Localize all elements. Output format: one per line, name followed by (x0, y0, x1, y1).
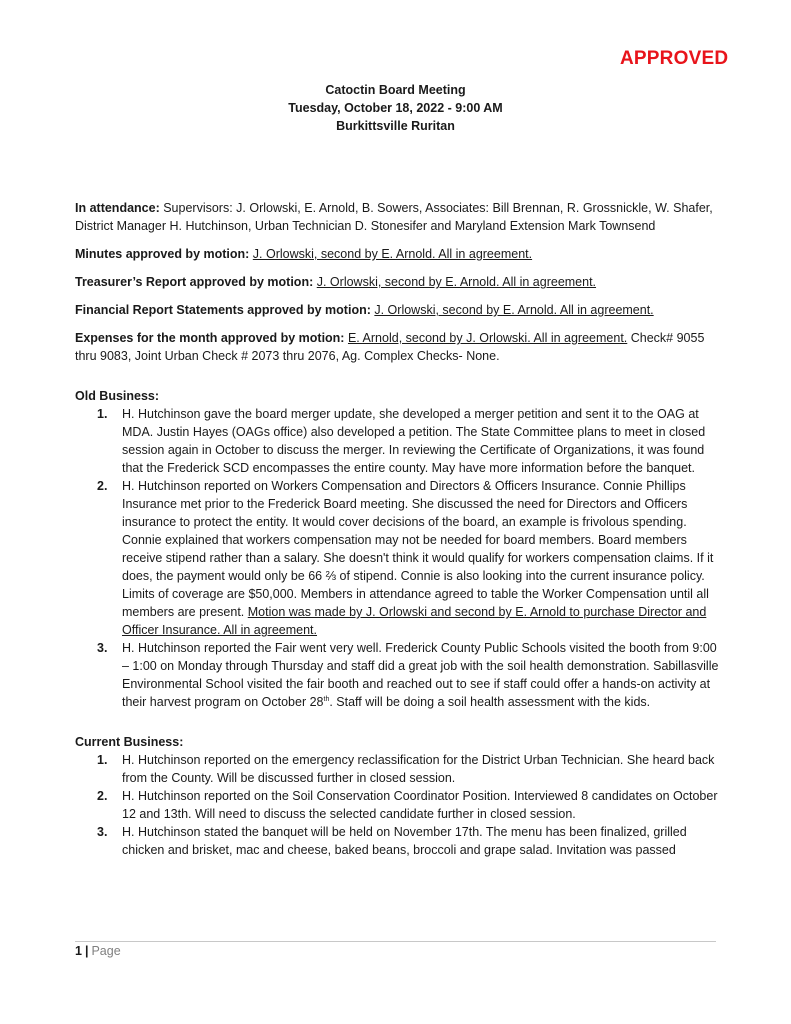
page-footer (75, 944, 121, 958)
motion-label: Minutes approved by motion: (75, 247, 250, 261)
motion-detail: J. Orlowski, second by E. Arnold. All in agreement. (374, 303, 654, 317)
current-business-list (75, 751, 725, 859)
motion-minutes (75, 245, 725, 263)
attendance-label: In attendance: (75, 201, 160, 215)
motion-detail: J. Orlowski, second by E. Arnold. All in agreement. (316, 275, 597, 289)
list-item (75, 639, 725, 711)
item-number: 2. (97, 479, 108, 493)
meeting-location: Burkittsville Ruritan (336, 119, 455, 133)
item-text: H. Hutchinson gave the board merger update, she developed a merger petition and sent it to the OAG at MDA. Justin Hayes (OAGs office) also developed a petition. The State Committee plans to meet in closed session again in October to discuss the merger. In reviewing the Certificate of Organizations, it was found that the Frederick SCD encompasses the entire county. May have more information before the banquet. (122, 407, 706, 475)
footer-separator: | (84, 944, 89, 958)
item-text: H. Hutchinson stated the banquet will be held on November 17th. The menu has been finalized, grilled chicken and brisket, mac and cheese, baked beans, broccoli and grape salad. Invitation was passed (122, 825, 687, 857)
motion-detail: E. Arnold, second by J. Orlowski. All in agreement. (347, 331, 628, 345)
old-business-list (75, 405, 725, 711)
motion-label: Expenses for the month approved by motion: (75, 331, 345, 345)
item-text-continued: . Staff will be doing a soil health assessment with the kids. (329, 695, 651, 709)
attendance-text: Supervisors: J. Orlowski, E. Arnold, B. Sowers, Associates: Bill Brennan, R. Grossnickle, W. Shafer, District Manager H. Hutchinson, Urban Technician D. Stonesifer and Maryland Extension Mark Townsend (75, 201, 713, 233)
attendance-paragraph (75, 199, 725, 235)
item-number: 1. (97, 753, 108, 767)
motion-rest: Check# 9055 thru 9083, Joint Urban Check # 2073 thru 2076, Ag. Complex Checks- None. (75, 331, 705, 363)
motion-expenses (75, 329, 725, 365)
page-number: 1 (75, 944, 82, 958)
item-number: 2. (97, 789, 108, 803)
item-text: H. Hutchinson reported on Workers Compensation and Directors & Officers Insurance. Connie Phillips Insurance met prior to the Frederick Board meeting. She discussed the need for Directors and Officers insurance to protect the entity. It would cover decisions of the board, an example is frivolous spending. Connie explained that workers compensation may not be needed for board members. Board members receive stipend rather than a salary. She doesn't think it would qualify for workers compensation claims. If it does, the payment would only be 66 ⅔ of stipend. Connie is also looking into the current insurance policy. Limits of coverage are $50,000. Members in attendance agreed to table the Worker Compensation until all members are present. (122, 479, 714, 619)
motion-detail: Motion was made by J. Orlowski and second by E. Arnold to purchase Director and Officer Insurance. All in agreement. (122, 605, 707, 637)
list-item (75, 787, 725, 823)
motion-treasurer-report (75, 273, 725, 291)
footer-divider (75, 941, 716, 942)
item-number: 1. (97, 407, 108, 421)
list-item (75, 751, 725, 787)
motion-detail: J. Orlowski, second by E. Arnold. All in agreement. (252, 247, 533, 261)
list-item (75, 823, 725, 859)
minutes-body (75, 199, 725, 859)
motion-financial-report (75, 301, 725, 319)
list-item (75, 477, 725, 639)
current-business-title: Current Business: (75, 735, 184, 749)
item-text: H. Hutchinson reported on the Soil Conservation Coordinator Position. Interviewed 8 candidates on October 12 and 13th. Will need to discuss the selected candidate further in closed session. (122, 789, 718, 821)
page-label: Page (91, 944, 121, 958)
old-business-title: Old Business: (75, 389, 160, 403)
list-item (75, 405, 725, 477)
meeting-header (0, 81, 791, 135)
meeting-datetime: Tuesday, October 18, 2022 - 9:00 AM (288, 101, 503, 115)
motion-label: Treasurer’s Report approved by motion: (75, 275, 314, 289)
item-number: 3. (97, 825, 108, 839)
item-text: H. Hutchinson reported the Fair went very well. Frederick County Public Schools visited the booth from 9:00 – 1:00 on Monday through Thursday and staff did a great job with the soil health demonstration. Sabillasville Environmental School visited the fair booth and reached out to see if staff could offer a hands-on activity at their harvest program on October 28 (122, 641, 719, 709)
item-number: 3. (97, 641, 108, 655)
approved-stamp: APPROVED (620, 48, 729, 69)
motion-label: Financial Report Statements approved by motion: (75, 303, 371, 317)
meeting-title: Catoctin Board Meeting (325, 83, 466, 97)
item-text: H. Hutchinson reported on the emergency reclassification for the District Urban Technician. She heard back from the County. Will be discussed further in closed session. (122, 753, 715, 785)
ordinal-suffix: th (323, 695, 330, 703)
